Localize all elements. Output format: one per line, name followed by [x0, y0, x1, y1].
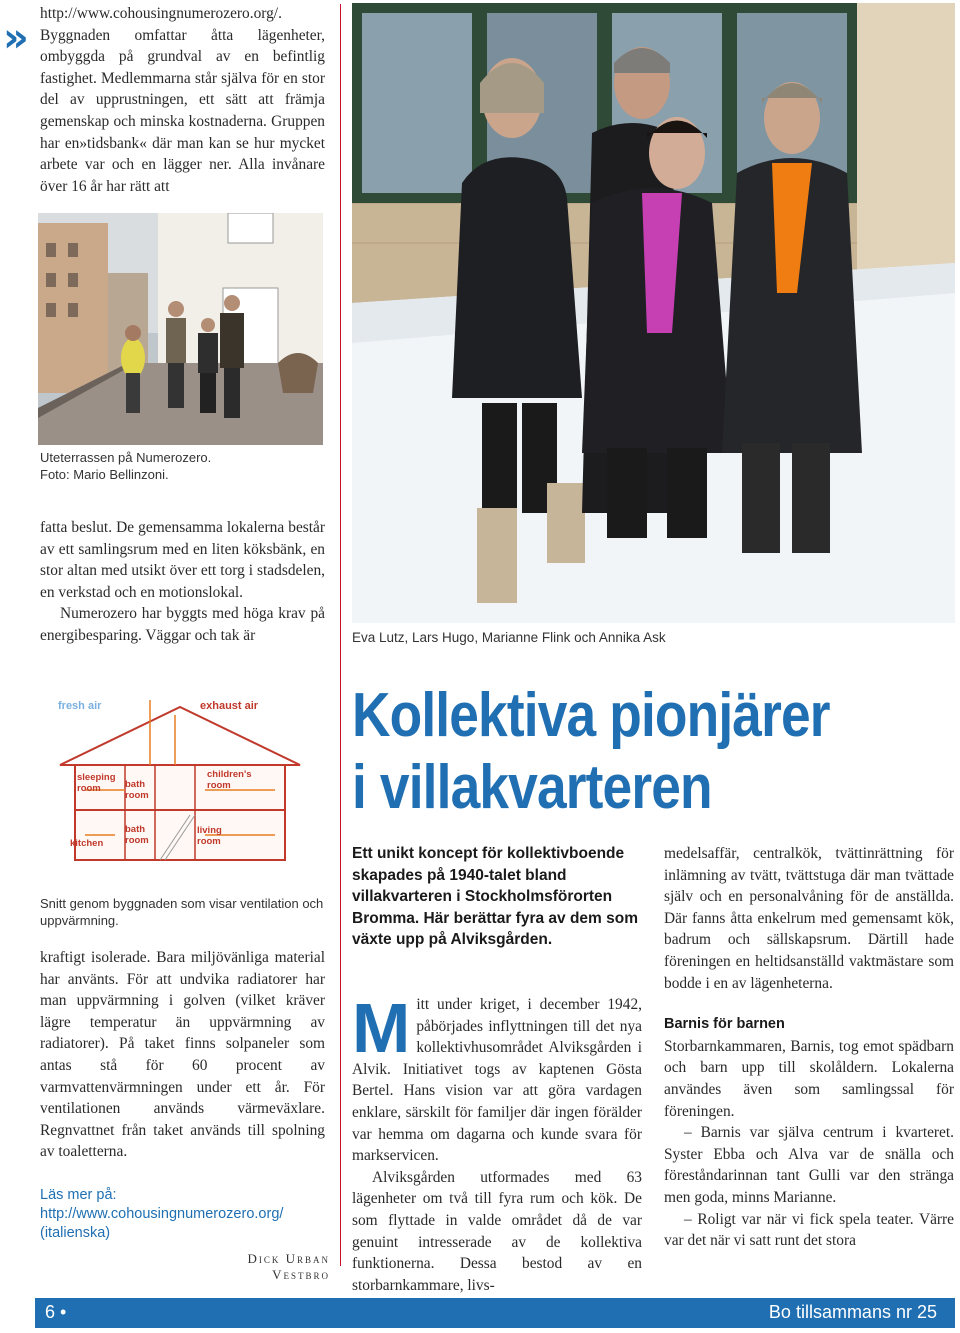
diagram-label-exhaust-air: exhaust air — [200, 700, 259, 712]
subheading-barnis: Barnis för barnen — [664, 1016, 785, 1033]
diagram-caption: Snitt genom byggnaden som visar ventilation och uppvärmning. — [40, 896, 324, 928]
diagram-label-kitchen: kitchen — [70, 838, 104, 849]
terrace-photo-caption: Uteterrassen på Numerozero. Foto: Mario Bellinzoni. — [40, 450, 212, 482]
author-byline: Dick Urban Vestbro — [247, 1251, 330, 1282]
article-lead: Ett unikt koncept för kollektivboende skapades på 1940-talet bland villakvarteren i Stockholmsförorten Bromma. Här berättar fyra av dem som växte upp på Alviksgården. — [352, 845, 639, 948]
left-mid-text: fatta beslut. De gemensamma lokalerna består av ett samlingsrum med en liten köksbänk, en stor altan med utsikt över ett torg i stadsdelen, en verkstad och en motionslokal. Numerozero har byggts med höga krav på energibesparing. Väggar och tak är — [40, 519, 325, 644]
ventilation-diagram — [55, 695, 325, 865]
left-top-paragraph: http://www.cohousingnumerozero.org/. Byggnaden omfattar åtta lägenheter, ombyggda på grundval av en befintlig fastighet. Medlemmarna står själva för en stor del av upprustningen, ett sätt att främja gemenskap och minska kostnaderna. Gruppen har en»tidsbank« där man kan se hur mycket arbete var och en lägger ner. Alla invånare över 16 år har rätt att — [40, 5, 325, 195]
magazine-issue: Bo tillsammans nr 25 — [768, 1302, 937, 1322]
diagram-label-bath-lower: bath room — [125, 824, 149, 846]
article-column-3: medelsaffär, centralkök, tvättinrättning för inlämning av tvätt, tvättstuga där man tvättade själv och en personalvåning för de anställda. Där fanns åtta enkelrum med gemensamt kök, badrum och sällskapsrum. Därtill hade föreningen en heltidsanställd vaktmästare som bodde i en av lägenheterna. Barnis för barnen Storbarnkammaren, Barnis, tog emot spädbarn och barn upp till skolåldern. Lokalerna användes även som samlingssal för föreningen. – Barnis var själva centrum i kvarteret. Syster Ebba och Alva var de snälla och föreståndarinnan tant Gulli var den stränga men goda, minns Marianne. – Roligt var när vi fick spela teater. Värre var det när vi satt runt det stora — [664, 845, 954, 1250]
main-photo — [352, 3, 955, 623]
read-more-link[interactable]: Läs mer på: http://www.cohousingnumerozero.org/ (italienska) — [40, 1187, 284, 1241]
diagram-label-fresh-air: fresh air — [58, 700, 102, 712]
chevron-marker-icon: » — [3, 15, 29, 61]
main-photo-caption: Eva Lutz, Lars Hugo, Marianne Flink och Annika Ask — [352, 630, 666, 645]
terrace-photo — [38, 213, 323, 445]
page-footer — [35, 1298, 955, 1328]
diagram-label-living-room: living room — [197, 825, 222, 847]
column-divider — [340, 4, 341, 1266]
article-column-2: Mitt under kriget, i december 1942, påbörjades inflyttningen till det nya kollektivhusområdet Alviksgården i Alvik. Initiativet togs av kaptenen Gösta Bertel. Hans vision var att göra vardagen enklare, särskilt för familjer där ingen förälder var hemma om dagarna och kunde svara för markservicen. Alviksgården utformades med 63 lägenheter om två till fyra rum och kök. De som flyttade in valde området då de var genuint intresserade av de kollektiva funktionerna. Dessa bestod av en storbarnkammare, livs- — [352, 989, 642, 1294]
left-bottom-text: kraftigt isolerade. Bara miljövänliga material har använts. För att undvika radiatorer har man uppvärmning i golven (vilket kräver lägre temperatur än uppvärmning av radiatorer). På taket finns solpaneler som antas stå för 60 procent av varmvattenvärmningen under ett år. För ventilationen används värmeväxlare. Regnvattnet från taket används till spolning av toaletterna. — [40, 949, 325, 1161]
diagram-label-bath-upper: bath room — [125, 779, 149, 801]
drop-cap: M — [352, 989, 411, 1067]
diagram-label-childrens-room: children's room — [207, 769, 252, 791]
article-headline: Kollektiva pionjärer i villakvarteren — [352, 681, 830, 822]
page-number: 6 • — [45, 1302, 67, 1322]
diagram-label-sleeping-room: sleeping room — [77, 772, 116, 794]
